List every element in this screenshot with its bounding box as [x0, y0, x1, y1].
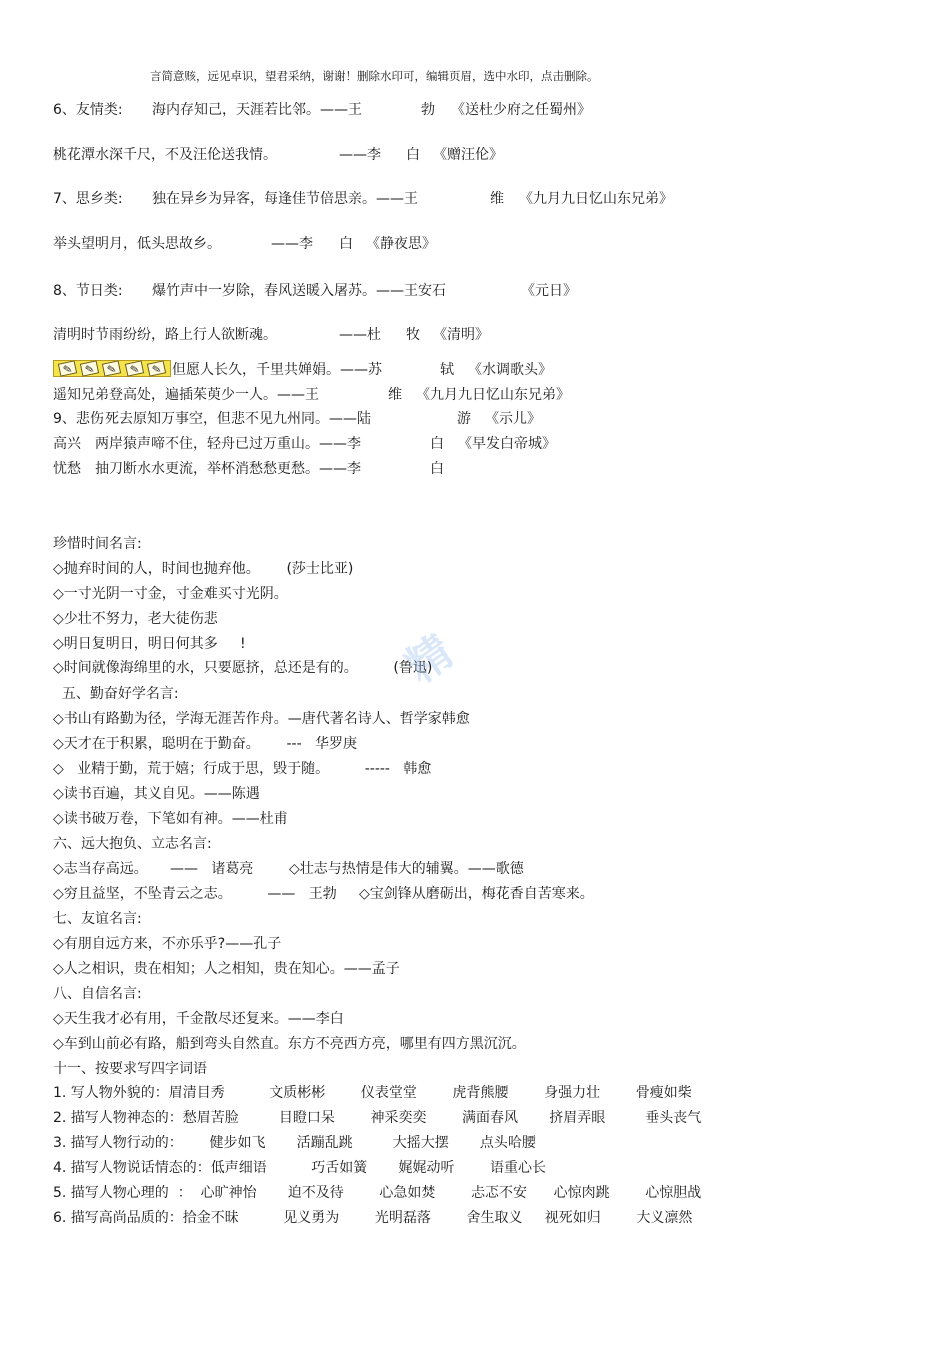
watermark: 精 — [397, 626, 463, 694]
section-heading: 五、勤奋好学名言: — [53, 686, 179, 702]
word-list-line: 6. 描写高尚品质的：拾金不昧 见义勇为 光明磊落 舍生取义 视死如归 大义凛然 — [53, 1210, 693, 1226]
poem-line: 举头望明月，低头思故乡。 ——李 白 《静夜思》 — [53, 236, 436, 252]
quote-line: ◇一寸光阴一寸金，寸金难买寸光阴。 — [53, 586, 288, 602]
poem-line: 7、思乡类: 独在异乡为异客，每逢佳节倍思亲。——王 维 《九月九日忆山东兄弟》 — [53, 191, 673, 207]
section-heading: 珍惜时间名言: — [53, 536, 142, 552]
poem-line: 但愿人长久，千里共婵娟。——苏 轼 《水调歌头》 — [172, 362, 552, 378]
quote-line: ◇志当存高远。 —— 诸葛亮 ◇壮志与热情是伟大的辅翼。——歌德 — [53, 861, 524, 877]
pencil-icon: ✎ — [125, 360, 144, 376]
poem-line: 清明时节雨纷纷，路上行人欲断魂。 ——杜 牧 《清明》 — [53, 327, 489, 343]
quote-line: ◇穷且益坚，不坠青云之志。 —— 王勃 ◇宝剑锋从磨砺出，梅花香自苦寒来。 — [53, 886, 594, 902]
quote-line: ◇有朋自远方来，不亦乐乎?——孔子 — [53, 936, 282, 952]
pencil-icon: ✎ — [80, 360, 99, 376]
quote-line: ◇车到山前必有路，船到弯头自然直。东方不亮西方亮，哪里有四方黑沉沉。 — [53, 1036, 526, 1052]
poem-line: 桃花潭水深千尺，不及汪伦送我情。 ——李 白 《赠汪伦》 — [53, 147, 503, 163]
quote-line: ◇时间就像海绵里的水，只要愿挤，总还是有的。 (鲁迅) — [53, 660, 433, 676]
quote-line: ◇读书破万卷，下笔如有神。——杜甫 — [53, 811, 288, 827]
word-list-line: 1. 写人物外貌的：眉清目秀 文质彬彬 仪表堂堂 虎背熊腰 身强力壮 骨瘦如柴 — [53, 1085, 692, 1101]
section-heading: 六、远大抱负、立志名言: — [53, 836, 212, 852]
quote-line: ◇天才在于积累，聪明在于勤奋。 --- 华罗庚 — [53, 736, 357, 752]
quote-line: ◇读书百遍，其义自见。——陈遇 — [53, 786, 260, 802]
word-list-line: 2. 描写人物神态的：愁眉苦脸 目瞪口呆 神采奕奕 满面春风 挤眉弄眼 垂头丧气 — [53, 1110, 702, 1126]
section-heading: 十一、按要求写四字词语 — [53, 1061, 207, 1077]
poem-line: 6、友情类: 海内存知己，天涯若比邻。——王 勃 《送杜少府之任蜀州》 — [53, 102, 591, 118]
poem-line: 忧愁 抽刀断水水更流，举杯消愁愁更愁。——李 白 — [53, 461, 444, 477]
page-header-note: 言简意赅，远见卓识，望君采纳，谢谢！删除水印可，编辑页眉，选中水印，点击删除。 — [150, 69, 599, 83]
toolbar-icons-strip — [53, 360, 171, 377]
quote-line: ◇天生我才必有用，千金散尽还复来。——李白 — [53, 1011, 344, 1027]
pencil-icon: ✎ — [102, 360, 121, 376]
quote-line: ◇少壮不努力，老大徒伤悲 — [53, 611, 218, 627]
quote-line: ◇人之相识，贵在相知；人之相知，贵在知心。——孟子 — [53, 961, 400, 977]
word-list-line: 4. 描写人物说话情态的：低声细语 巧舌如簧 娓娓动听 语重心长 — [53, 1160, 547, 1176]
word-list-line: 5. 描写人物心理的 ： 心旷神怡 迫不及待 心急如焚 忐忑不安 心惊肉跳 心惊胆战 — [53, 1185, 702, 1201]
section-heading: 八、自信名言: — [53, 986, 142, 1002]
quote-line: ◇ 业精于勤，荒于嬉；行成于思，毁于随。 ----- 韩愈 — [53, 761, 432, 777]
quote-line: ◇书山有路勤为径，学海无涯苦作舟。—唐代著名诗人、哲学家韩愈 — [53, 711, 470, 727]
quote-line: ◇明日复明日，明日何其多 ! — [53, 636, 246, 652]
poem-line: 遥知兄弟登高处，遍插茱萸少一人。——王 维 《九月九日忆山东兄弟》 — [53, 387, 570, 403]
pencil-icon: ✎ — [58, 360, 77, 376]
section-heading: 七、友谊名言: — [53, 911, 142, 927]
poem-line: 9、悲伤 死去原知万事空，但悲不见九州同。——陆 游 《示儿》 — [53, 411, 541, 427]
word-list-line: 3. 描写人物行动的： 健步如飞 活蹦乱跳 大摇大摆 点头哈腰 — [53, 1135, 536, 1151]
poem-line: 8、节日类: 爆竹声中一岁除，春风送暖入屠苏。——王安石 《元日》 — [53, 283, 577, 299]
poem-line: 高兴 两岸猿声啼不住，轻舟已过万重山。——李 白 《早发白帝城》 — [53, 436, 556, 452]
quote-line: ◇抛弃时间的人，时间也抛弃他。 (莎士比亚) — [53, 561, 354, 577]
pencil-icon: ✎ — [147, 360, 166, 376]
